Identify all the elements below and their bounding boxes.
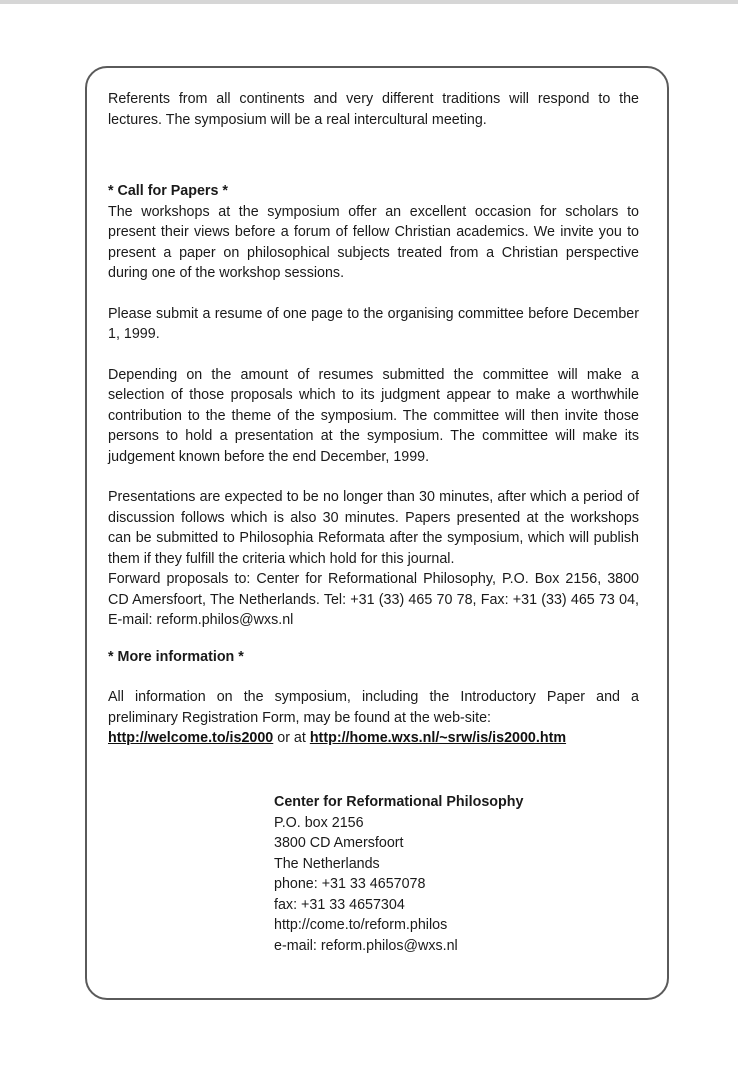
postal-city: 3800 CD Amersfoort bbox=[274, 835, 404, 851]
website-url[interactable]: http://come.to/reform.philos bbox=[274, 917, 448, 933]
country: The Netherlands bbox=[274, 855, 380, 872]
call-for-papers-paragraph-2: Please submit a resume of one page to the organising committee before December 1, 1999. bbox=[108, 305, 639, 342]
more-information-paragraph bbox=[108, 687, 639, 749]
intro-paragraph: Referents from all continents and very different traditions will respond to the lectures. The symposium will be a real intercultural meeting. bbox=[108, 91, 639, 128]
main-content bbox=[108, 89, 639, 749]
website-link-secondary[interactable]: http://home.wxs.nl/~srw/is/is2000.htm bbox=[309, 730, 567, 746]
organisation-name: Center for Reformational Philosophy bbox=[274, 794, 524, 810]
more-information-text: All information on the symposium, including the Introductory Paper and a preliminary Registration Form, may be found at the web-site: bbox=[108, 689, 639, 726]
email-address[interactable]: e-mail: reform.philos@wxs.nl bbox=[274, 937, 458, 954]
more-information-heading: * More information * bbox=[108, 648, 244, 665]
po-box: P.O. box 2156 bbox=[274, 814, 364, 831]
fax-number: fax: +31 33 4657304 bbox=[274, 896, 405, 913]
forward-proposals-paragraph: Forward proposals to: Center for Reformational Philosophy, P.O. Box 2156, 3800 CD Amersfoort, The Netherlands. Tel: +31 (33) 465 70 78, Fax: +31 (33) 465 73 04, E-mail: reform.philos@wxs.nl bbox=[108, 571, 639, 628]
contact-address-block bbox=[274, 792, 634, 956]
website-link-primary[interactable]: http://welcome.to/is2000 bbox=[108, 730, 274, 746]
top-rule bbox=[0, 0, 738, 4]
call-for-papers-paragraph-3: Depending on the amount of resumes submitted the committee will make a selection of those proposals which to its judgment appear to make a worthwhile contribution to the theme of the symposium. The committee will then invite those persons to hold a presentation at the symposium. The committee will make its judgement known before the end December, 1999. bbox=[108, 366, 639, 465]
call-for-papers-paragraph-1: The workshops at the symposium offer an excellent occasion for scholars to present their views before a forum of fellow Christian academics. We invite you to present a paper on philosophical subjects treated from a Christian perspective during one of the workshop sessions. bbox=[108, 203, 639, 281]
call-for-papers-heading: * Call for Papers * bbox=[108, 183, 228, 199]
link-connector: or at bbox=[273, 730, 310, 746]
phone-number: phone: +31 33 4657078 bbox=[274, 876, 426, 892]
call-for-papers-paragraph-4: Presentations are expected to be no longer than 30 minutes, after which a period of discussion follows which is also 30 minutes. Papers presented at the workshops can be submitted to Philosophia Reformata after the symposium, which will publish them if they fulfill the criteria which hold for this journal. bbox=[108, 489, 639, 567]
